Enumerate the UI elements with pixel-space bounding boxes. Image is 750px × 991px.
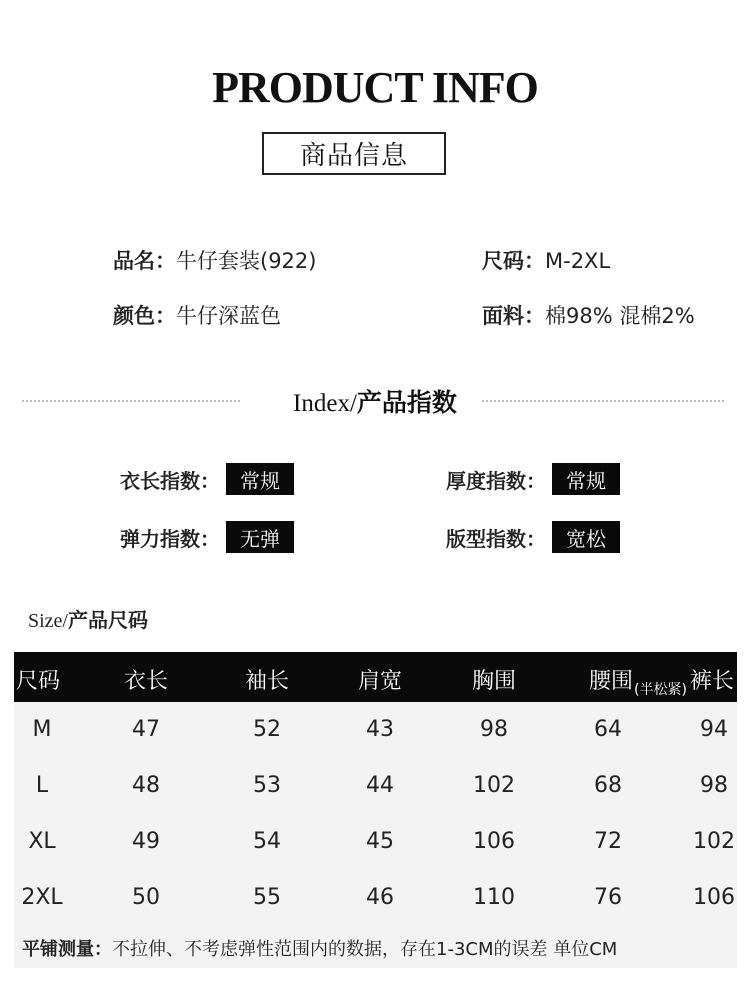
info-size-range: [482, 245, 610, 275]
index-item-label: 衣长指数：: [120, 468, 220, 493]
page-title-cn-text: 商品信息: [299, 141, 408, 171]
table-cell: 94: [700, 717, 728, 742]
info-color-value: 牛仔深蓝色: [176, 304, 281, 328]
table-cell: 49: [132, 829, 160, 854]
table-cell: 110: [473, 885, 515, 910]
table-cell: 2XL: [21, 885, 63, 910]
table-cell: M: [32, 717, 52, 742]
index-item-badge: 无弹: [226, 521, 294, 553]
header-cell: 腰围: [589, 669, 634, 694]
measurement-note: [22, 935, 617, 961]
header-cell-waist: [589, 664, 687, 698]
table-row: [14, 814, 737, 870]
size-title-en: Size/: [28, 610, 68, 632]
table-cell: 54: [253, 829, 281, 854]
table-cell: 46: [366, 885, 394, 910]
table-cell: 45: [366, 829, 394, 854]
header-cell: 袖长: [244, 669, 290, 694]
table-cell: 47: [132, 717, 160, 742]
header-cell: 尺码: [15, 669, 61, 694]
info-fabric: [482, 300, 695, 330]
index-item-badge: 常规: [552, 463, 620, 495]
table-cell: 102: [693, 829, 735, 854]
index-title-cn: 产品指数: [356, 388, 457, 417]
table-cell: 48: [132, 773, 160, 798]
info-name-label: 品名：: [113, 249, 176, 273]
table-row: [14, 758, 737, 814]
table-cell: XL: [28, 829, 56, 854]
table-cell: 102: [473, 773, 515, 798]
index-item-thickness: [446, 463, 620, 495]
table-cell: 52: [253, 717, 281, 742]
page-title-en: PRODUCT INFO: [212, 63, 538, 112]
info-color-label: 颜色：: [113, 304, 176, 328]
info-product-name: [113, 245, 316, 275]
index-item-length: [120, 463, 294, 495]
page-title-cn: [262, 132, 446, 175]
index-item-badge: 宽松: [552, 521, 620, 553]
size-title-cn: 产品尺码: [68, 608, 148, 632]
index-item-label: 版型指数：: [446, 526, 546, 551]
info-size-label: 尺码：: [482, 249, 545, 273]
table-cell: 76: [594, 885, 622, 910]
index-item-label: 厚度指数：: [446, 468, 546, 493]
size-table: [14, 652, 737, 968]
info-fabric-label: 面料：: [482, 304, 545, 328]
table-cell: 44: [366, 773, 394, 798]
info-size-value: M-2XL: [545, 249, 611, 273]
table-cell: 68: [594, 773, 622, 798]
info-fabric-value: 棉98% 混棉2%: [545, 304, 695, 328]
size-table-header: [14, 652, 737, 702]
table-row: [14, 870, 737, 926]
table-cell: 50: [132, 885, 160, 910]
header-cell: 胸围: [471, 669, 517, 694]
table-cell: 98: [700, 773, 728, 798]
table-cell: 43: [366, 717, 394, 742]
waist-note: (半松紧): [634, 682, 687, 698]
header-cell: 裤长: [689, 669, 735, 694]
index-item-elasticity: [120, 521, 294, 553]
measurement-note-label: 平铺测量：: [22, 939, 112, 960]
table-cell: L: [35, 773, 49, 798]
table-row: [14, 702, 737, 758]
size-table-body: [14, 702, 737, 968]
table-cell: 64: [594, 717, 622, 742]
header-cell: 肩宽: [357, 669, 403, 694]
table-cell: 53: [253, 773, 281, 798]
index-item-label: 弹力指数：: [120, 526, 220, 551]
table-cell: 72: [594, 829, 622, 854]
size-section-title: [28, 604, 148, 633]
index-title-en: Index/: [293, 390, 357, 417]
table-cell: 106: [693, 885, 735, 910]
header-cell: 衣长: [123, 669, 169, 694]
index-item-fit: [446, 521, 620, 553]
table-cell: 98: [480, 717, 508, 742]
index-section-title: [0, 383, 750, 419]
table-cell: 106: [473, 829, 515, 854]
info-color: [113, 300, 281, 330]
measurement-note-text: 不拉伸、不考虑弹性范围内的数据，存在1-3CM的误差 单位CM: [112, 939, 618, 960]
table-cell: 55: [253, 885, 281, 910]
info-name-value: 牛仔套装(922): [176, 249, 317, 273]
index-item-badge: 常规: [226, 463, 294, 495]
